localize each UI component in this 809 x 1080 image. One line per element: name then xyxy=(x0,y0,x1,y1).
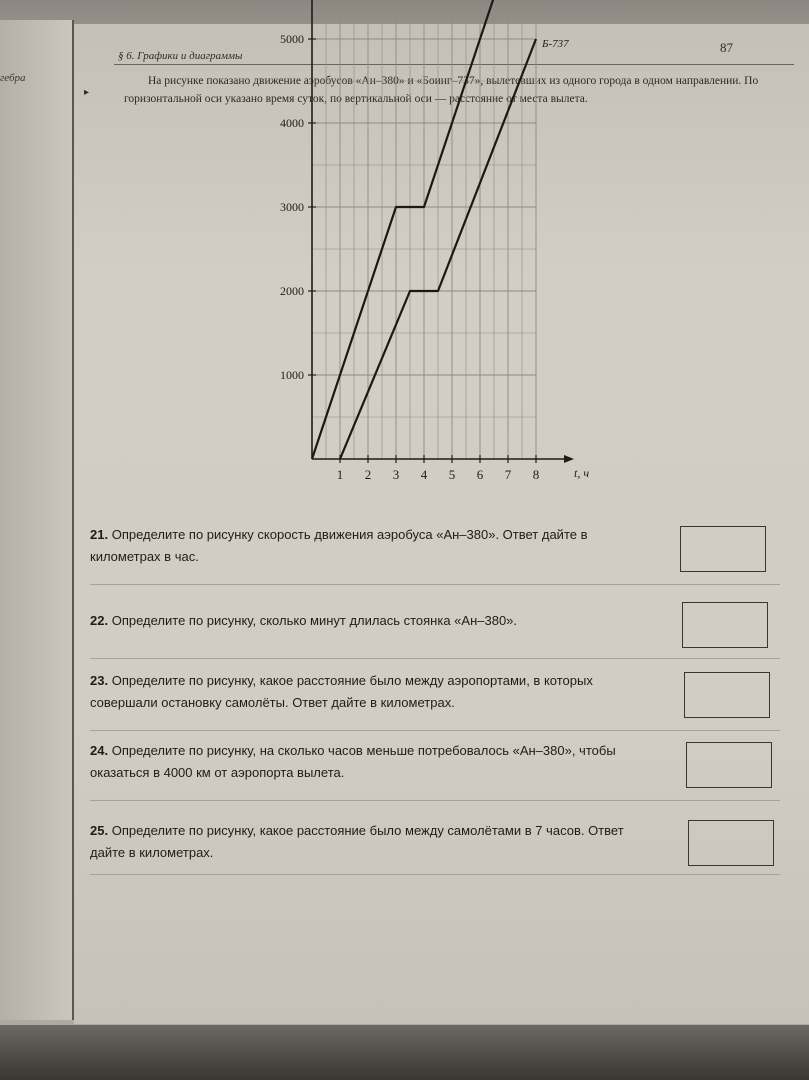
task-text: Определите по рисунку, какое расстояние было между аэропортами, в которых совершали остановку самолёты. Ответ дайте в километрах. xyxy=(90,673,593,710)
answer-box-21[interactable] xyxy=(680,526,766,572)
task-number: 21. xyxy=(90,527,109,542)
x-tick-label: 1 xyxy=(336,467,344,482)
x-tick-label: 3 xyxy=(392,467,400,482)
answer-box-23[interactable] xyxy=(684,672,770,718)
series-label: Б-737 xyxy=(542,38,569,50)
x-axis-arrow xyxy=(564,455,574,463)
x-tick-label: 2 xyxy=(364,467,372,482)
problem-intro: На рисунке показано движение аэробусов «Ан–380» и «Боинг–737», вылетевших из одного города в одном направлении. По горизонтальной оси указано время суток, по вертикальной оси — расстояние от места вылета. xyxy=(124,75,759,105)
task-divider xyxy=(90,584,780,585)
task-text: Определите по рисунку скорость движения аэробуса «Ан–380». Ответ дайте в километрах в час. xyxy=(90,527,588,564)
task-text: Определите по рисунку, на сколько часов меньше потребовалось «Ан–380», чтобы оказаться в 4000 км от аэропорта вылета. xyxy=(90,743,616,780)
task-divider xyxy=(90,658,780,659)
task-24 xyxy=(90,740,660,784)
page-number: 87 xyxy=(720,40,733,55)
task-23 xyxy=(90,670,660,714)
x-tick-label: 5 xyxy=(448,467,456,482)
x-tick-label: 6 xyxy=(476,467,484,482)
task-number: 23. xyxy=(90,673,109,688)
worksheet-page xyxy=(74,24,809,1024)
task-divider xyxy=(90,730,780,731)
section-heading: § 6. Графики и диаграммы xyxy=(118,50,243,62)
answer-box-22[interactable] xyxy=(682,602,768,648)
task-number: 22. xyxy=(90,613,109,628)
previous-page-edge xyxy=(0,20,74,1020)
y-tick-label: 3000 xyxy=(280,200,304,214)
task-text: Определите по рисунку, какое расстояние было между самолётами в 7 часов. Ответ дайте в километрах. xyxy=(90,823,624,860)
y-tick-label: 5000 xyxy=(280,32,304,46)
task-divider xyxy=(90,874,780,875)
desk-shadow xyxy=(0,1025,809,1080)
y-tick-label: 2000 xyxy=(280,284,304,298)
task-25 xyxy=(90,820,660,864)
task-22 xyxy=(90,610,660,632)
x-tick-label: 8 xyxy=(532,467,540,482)
header-rule xyxy=(114,64,794,65)
answer-box-25[interactable] xyxy=(688,820,774,866)
task-text: Определите по рисунку, сколько минут длилась стоянка «Ан–380». xyxy=(111,613,518,628)
task-divider xyxy=(90,800,780,801)
x-tick-label: 7 xyxy=(504,467,512,482)
task-number: 25. xyxy=(90,823,109,838)
margin-mark: ▸ xyxy=(84,87,90,98)
task-21 xyxy=(90,524,660,568)
y-tick-label: 1000 xyxy=(280,368,304,382)
previous-page-fragment: гебра xyxy=(0,72,26,84)
x-tick-label: 4 xyxy=(420,467,428,482)
task-number: 24. xyxy=(90,743,109,758)
y-tick-label: 4000 xyxy=(280,116,304,130)
x-axis-label: t, ч xyxy=(574,466,590,480)
answer-box-24[interactable] xyxy=(686,742,772,788)
